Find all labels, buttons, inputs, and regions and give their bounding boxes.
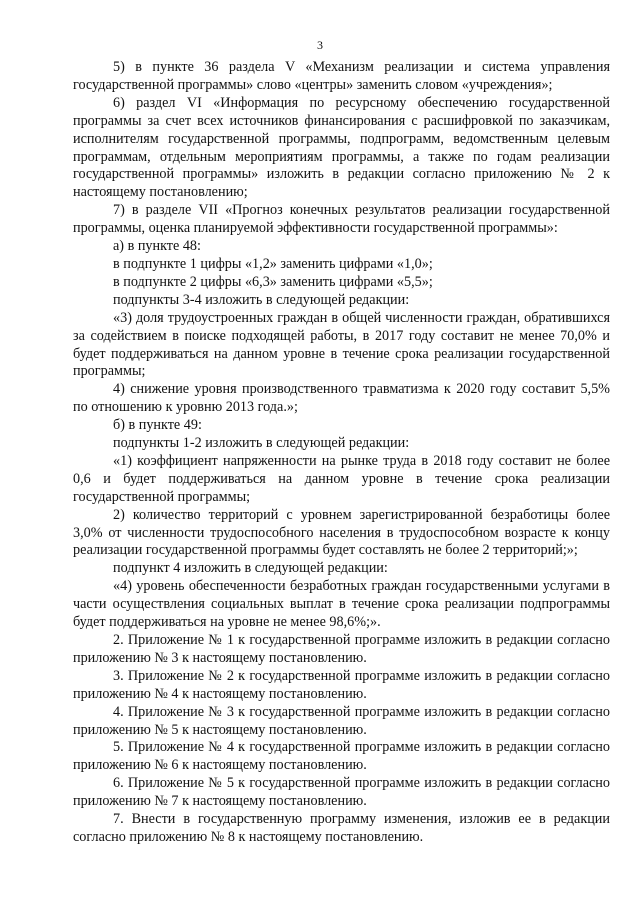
paragraph-item-2: 2. Приложение № 1 к государственной программе изложить в редакции согласно приложению № 3 к настоящему постановлению. [73, 632, 610, 666]
paragraph-subpoints-1-2: подпункты 1-2 изложить в следующей редакции: [113, 435, 410, 452]
paragraph-quote-1: «1) коэффициент напряженности на рынке труда в 2018 году составит не более 0,6 и будет поддерживаться на данном уровне в течение срока реализации государственной программы; [73, 452, 610, 505]
paragraph-subpoint-4: подпункт 4 изложить в следующей редакции: [113, 560, 388, 577]
paragraph-quote-4b: «4) уровень обеспеченности безработных граждан государственными услугами в части осуществления социальных выплат в течение срока реализации подпрограммы будет поддерживаться на уровне не менее 98,6%;». [73, 578, 610, 631]
paragraph-5-section-v: 5) в пункте 36 раздела V «Механизм реализации и система управления государственной программы» слово «центры» заменить словом «учреждения»; [73, 59, 610, 93]
paragraph-quote-4: 4) снижение уровня производственного травматизма к 2020 году составит 5,5% по отношению к уровню 2013 года.»; [73, 381, 610, 416]
paragraph-b-point-49: б) в пункте 49: [113, 417, 202, 434]
paragraph-quote-2: 2) количество территорий с уровнем зарегистрированной безработицы более 3,0% от численности трудоспособного населения в трудоспособном возрасте к концу реализации государственной программы будет составлять не более 2 территорий;»; [73, 506, 610, 559]
paragraph-a-point-48: а) в пункте 48: [113, 238, 201, 255]
paragraph-item-4: 4. Приложение № 3 к государственной программе изложить в редакции согласно приложению № 5 к настоящему постановлению. [73, 703, 610, 738]
paragraph-subpoints-3-4: подпункты 3-4 изложить в следующей редакции: [113, 291, 410, 308]
paragraph-item-7: 7. Внести в государственную программу изменения, изложив ее в редакции согласно приложению № 8 к настоящему постановлению. [73, 811, 610, 845]
paragraph-subpoint-2: в подпункте 2 цифры «6,3» заменить цифрами «5,5»; [113, 273, 433, 290]
paragraph-subpoint-1: в подпункте 1 цифры «1,2» заменить цифрами «1,0»; [113, 255, 433, 272]
paragraph-item-5: 5. Приложение № 4 к государственной программе изложить в редакции согласно приложению № 6 к настоящему постановлению. [73, 739, 610, 774]
page-number: 3 [317, 38, 323, 52]
paragraph-7-section-vii: 7) в разделе VII «Прогноз конечных результатов реализации государственной программы, оценка планируемой эффективности государственной программы»: [73, 202, 610, 237]
document-body [73, 59, 610, 847]
paragraph-item-3: 3. Приложение № 2 к государственной программе изложить в редакции согласно приложению № 4 к настоящему постановлению. [73, 667, 610, 702]
paragraph-item-6: 6. Приложение № 5 к государственной программе изложить в редакции согласно приложению № 7 к настоящему постановлению. [73, 775, 610, 810]
paragraph-6-section-vi: 6) раздел VI «Информация по ресурсному обеспечению государственной программы за счет всех источников финансирования с расшифровкой по заказчикам, исполнителям государственной программы, подпрограмм, ведомственным целевым программам, отдельным мероприятиям программы, а также по годам реализации государственной программы» изложить в редакции согласно приложению № 2 к настоящему постановлению; [73, 94, 610, 201]
paragraph-quote-3: «3) доля трудоустроенных граждан в общей численности граждан, обратившихся за содействием в поиске подходящей работы, в 2017 году составит не менее 70,0% и будет поддерживаться на данном уровне в течение срока реализации государственной программы; [73, 309, 610, 380]
